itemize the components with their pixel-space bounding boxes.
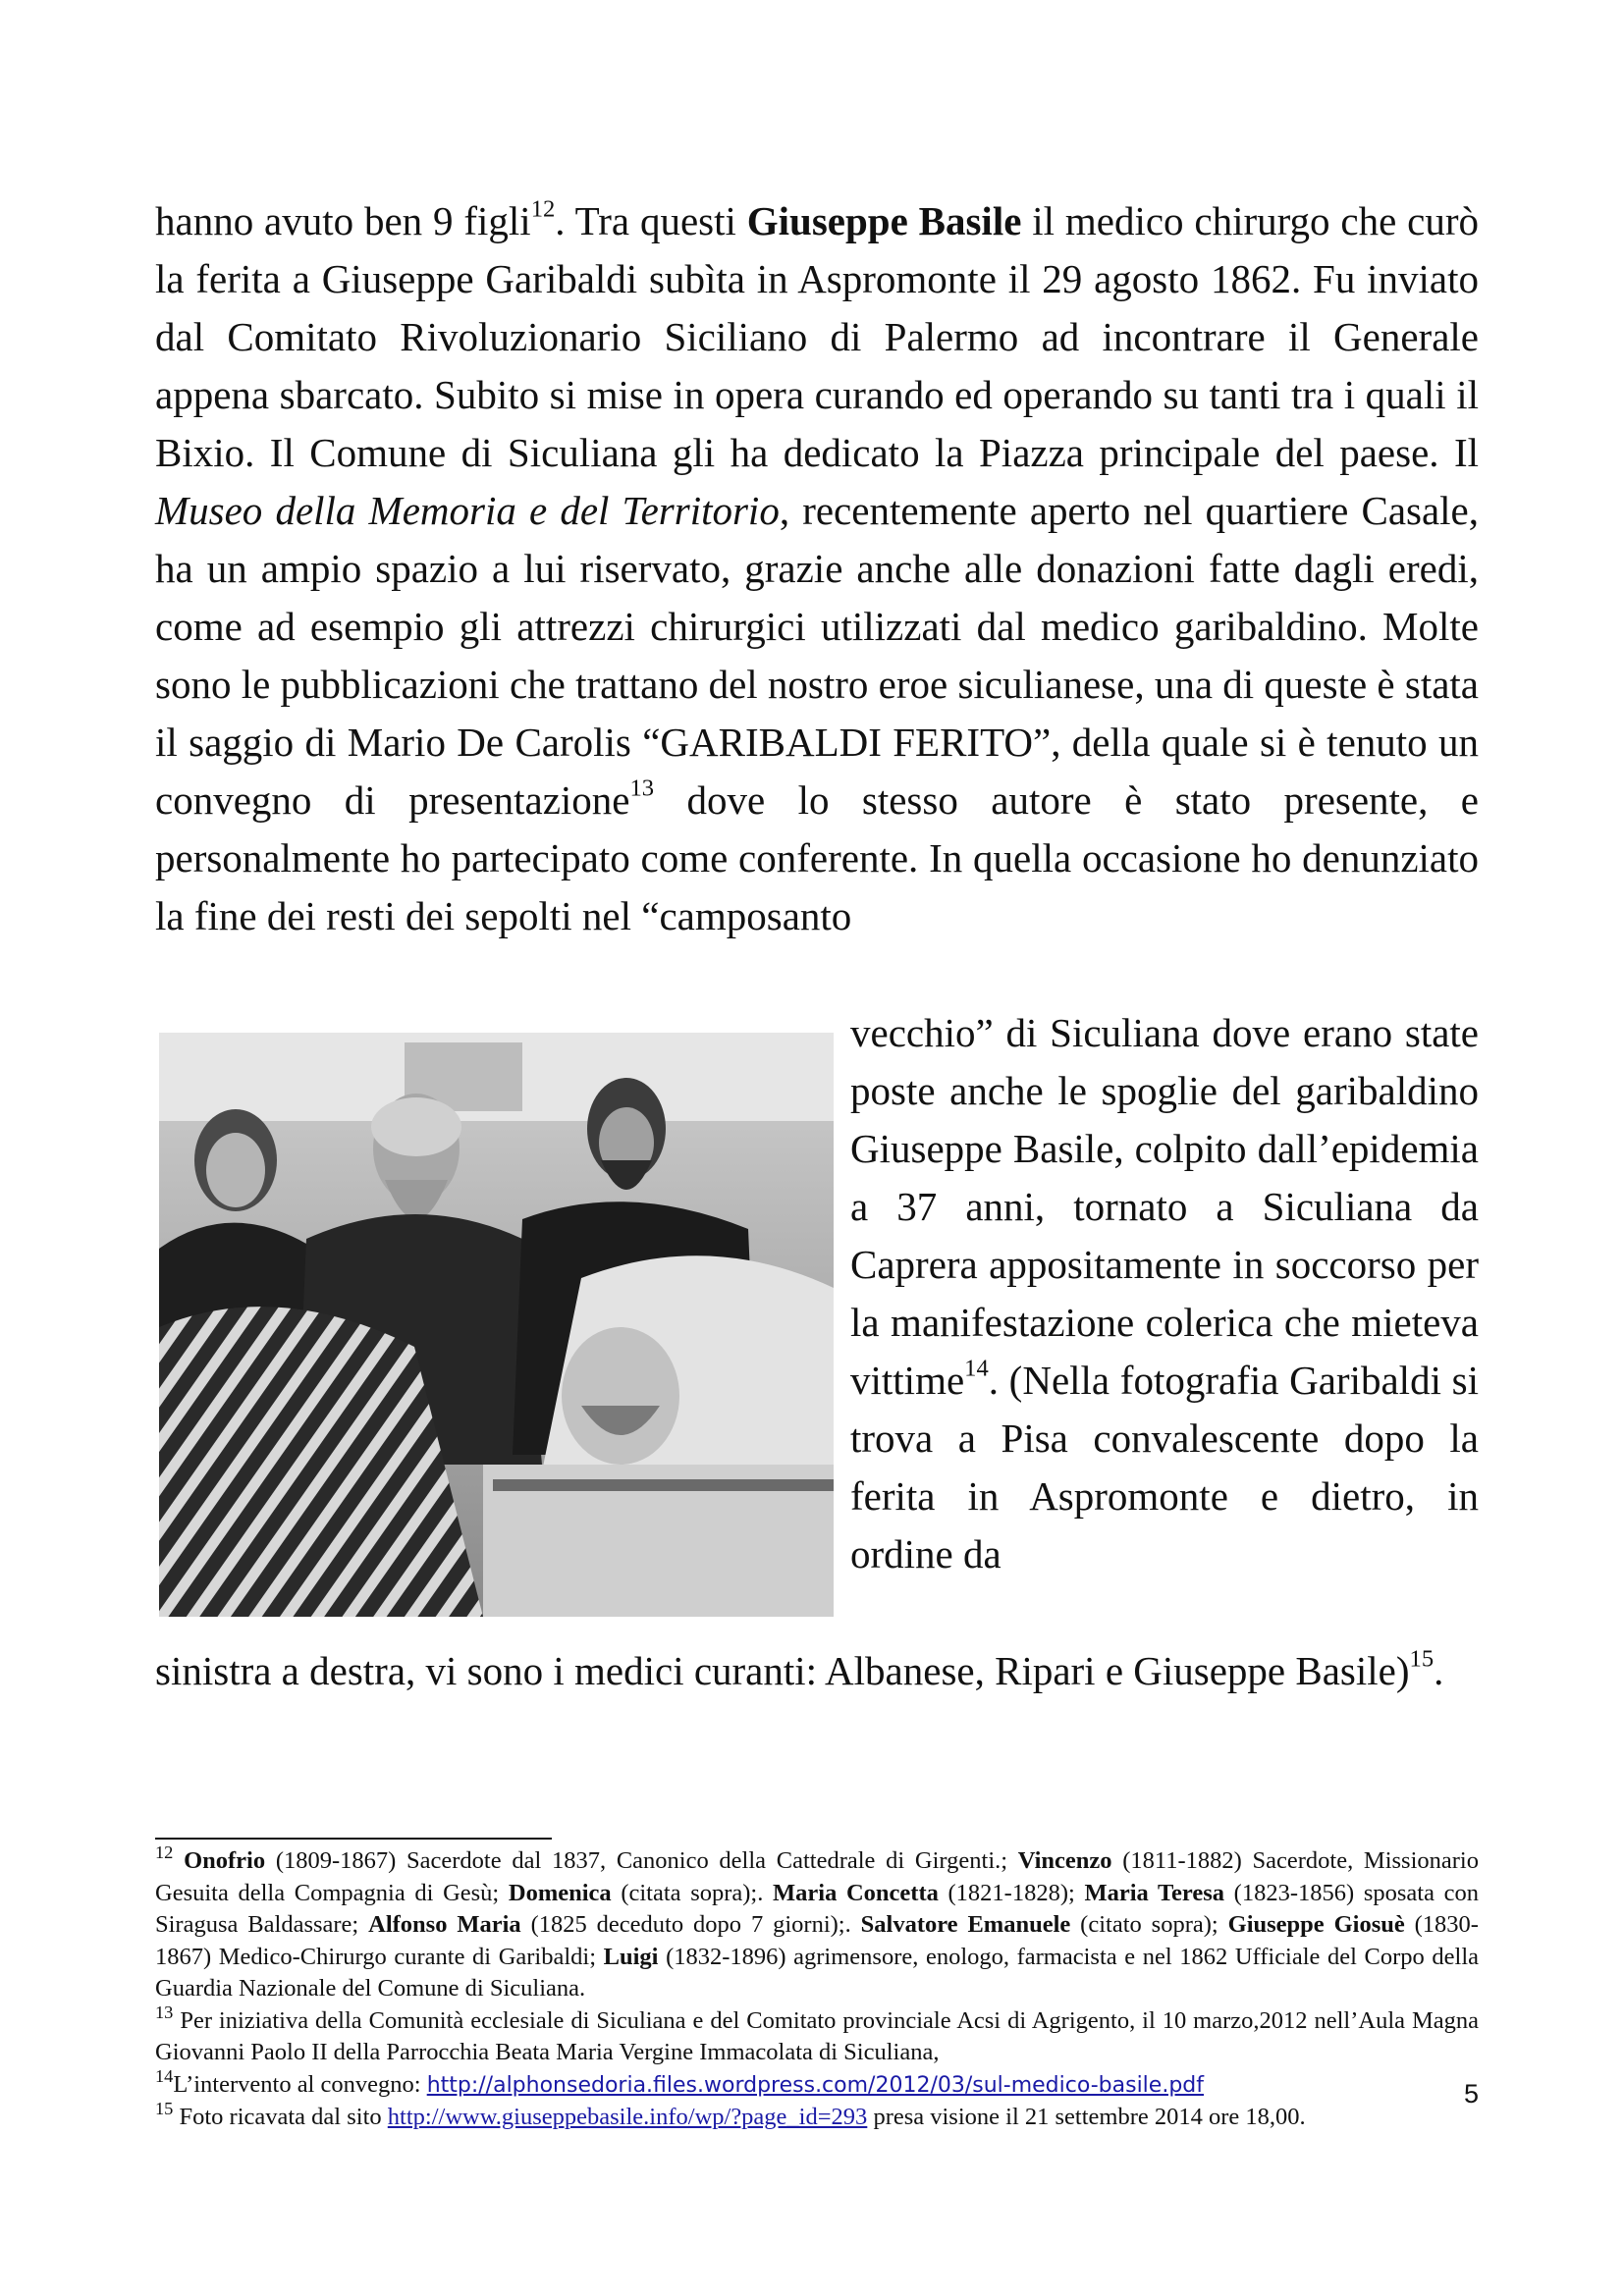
- name: Maria Teresa: [1084, 1879, 1225, 1906]
- name: Salvatore Emanuele: [860, 1911, 1071, 1938]
- closing-paragraph: [155, 1642, 1479, 1700]
- footnote-number: 14: [155, 2065, 174, 2086]
- text-run: sinistra a destra, vi sono i medici curanti: Albanese, Ripari e Giuseppe Basile): [155, 1648, 1410, 1693]
- body-paragraph: [155, 192, 1479, 945]
- footnote-14: [155, 2065, 1479, 2103]
- name: Vincenzo: [1017, 1847, 1112, 1874]
- footnote-number: 12: [155, 1842, 174, 1862]
- footnote-ref-12[interactable]: 12: [530, 195, 556, 223]
- text-run: Per iniziativa della Comunità ecclesiale di Siculiana e del Comitato provinciale Acsi di Agrigento, il 10 marzo,2012 nell’Aula Magna Giovanni Paolo II della Parrocchia Beata Maria Vergine Immacolata di Siculiana,: [155, 2006, 1479, 2065]
- text-run: (citato sopra);: [1070, 1911, 1228, 1938]
- name: Giuseppe Giosuè: [1227, 1911, 1405, 1938]
- footnote-ref-14[interactable]: 14: [964, 1355, 989, 1382]
- text-run: Foto ricavata dal sito: [173, 2104, 388, 2130]
- convegno-link[interactable]: http://alphonsedoria.files.wordpress.com/2012/03/sul-medico-basile.pdf: [426, 2072, 1204, 2098]
- text-run: (1809-1867) Sacerdote dal 1837, Canonico della Cattedrale di Girgenti.;: [265, 1847, 1018, 1874]
- museum-title: Museo della Memoria e del Territorio: [155, 488, 780, 533]
- footnote-12: [155, 1842, 1480, 2005]
- footnote-15: [155, 2098, 1479, 2134]
- photo-source-link[interactable]: http://www.giuseppebasile.info/wp/?page_id=293: [387, 2104, 868, 2130]
- photo-illustration: [159, 1033, 834, 1617]
- footnote-number: 15: [155, 2098, 174, 2118]
- text-run: (1811-1882) Sacerdote, Missionario Gesuita della Compagnia di Gesù;: [155, 1847, 1479, 1906]
- footnote-13: [155, 2002, 1479, 2069]
- footnote-separator: [155, 1838, 552, 1840]
- footnote-number: 13: [155, 2002, 174, 2022]
- text-run: vecchio” di Siculiana dove erano state poste anche le spoglie del garibaldino Giuseppe Basile, colpito dall’epidemia a 37 anni, tornato a Siculiana da Caprera appositamente in soccorso per la manifestazione colerica che mieteva vittime: [850, 1010, 1479, 1403]
- text-run: , recentemente aperto nel quartiere Casale, ha un ampio spazio a lui riservato, grazie anche alle donazioni fatte dagli eredi, come ad esempio gli attrezzi chirurgici utilizzati dal medico garibaldino. Molte sono le pubblicazioni che trattano del nostro eroe siculianese, una di queste è stata il saggio di Mario De Carolis “GARIBALDI FERITO”, della quale si è tenuto un convegno di presentazione: [155, 488, 1480, 823]
- text-run: dove lo stesso autore è stato presente, e personalmente ho partecipato come conferente. In quella occasione ho denunziato la fine dei resti dei sepolti nel “camposanto: [155, 777, 1479, 938]
- footnotes: [155, 1842, 1480, 2134]
- text-run: . (Nella fotografia Garibaldi si trova a Pisa convalescente dopo la ferita in Aspromonte e dietro, in ordine da: [850, 1358, 1479, 1576]
- footnote-ref-13[interactable]: 13: [629, 774, 655, 802]
- text-run: presa visione il 21 settembre 2014 ore 18,00.: [867, 2104, 1306, 2130]
- text-run: .: [1434, 1648, 1444, 1693]
- text-run: il medico chirurgo che curò la ferita a Giuseppe Garibaldi subìta in Aspromonte il 29 agosto 1862. Fu inviato dal Comitato Rivoluzionario Siciliano di Palermo ad incontrare il Generale appena sbarcato. Subito si mise in opera curando ed operando su tanti tra i quali il Bixio. Il Comune di Siculiana gli ha dedicato la Piazza principale del paese. Il: [155, 198, 1479, 475]
- page-number: 5: [1463, 2079, 1479, 2109]
- text-run: (1832-1896) agrimensore, enologo, farmacista e nel 1862 Ufficiale del Corpo della Guardia Nazionale del Comune di Siculiana.: [155, 1943, 1480, 2002]
- name: Alfonso Maria: [368, 1911, 521, 1938]
- wrapped-paragraph: [850, 1004, 1479, 1583]
- name: Maria Concetta: [773, 1879, 939, 1906]
- text-run: (citata sopra);.: [611, 1879, 774, 1906]
- text-run: (1830-1867) Medico-Chirurgo curante di Garibaldi;: [155, 1911, 1479, 1970]
- name: Onofrio: [184, 1847, 266, 1874]
- name: Domenica: [508, 1879, 612, 1906]
- text-run: . Tra questi: [555, 198, 747, 243]
- text-run: (1823-1856) sposata con Siragusa Baldassare;: [155, 1879, 1479, 1938]
- name: Luigi: [603, 1943, 659, 1970]
- text-run: L’intervento al convegno:: [173, 2070, 427, 2098]
- footnote-ref-15[interactable]: 15: [1409, 1645, 1435, 1673]
- paragraph-text: [155, 192, 1479, 945]
- text-run: hanno avuto ben 9 figli: [155, 198, 531, 243]
- text-run: (1825 deceduto dopo 7 giorni);.: [520, 1911, 861, 1938]
- historical-photograph: [159, 1033, 834, 1617]
- name-giuseppe-basile: Giuseppe Basile: [746, 198, 1022, 243]
- text-run: (1821-1828);: [938, 1879, 1085, 1906]
